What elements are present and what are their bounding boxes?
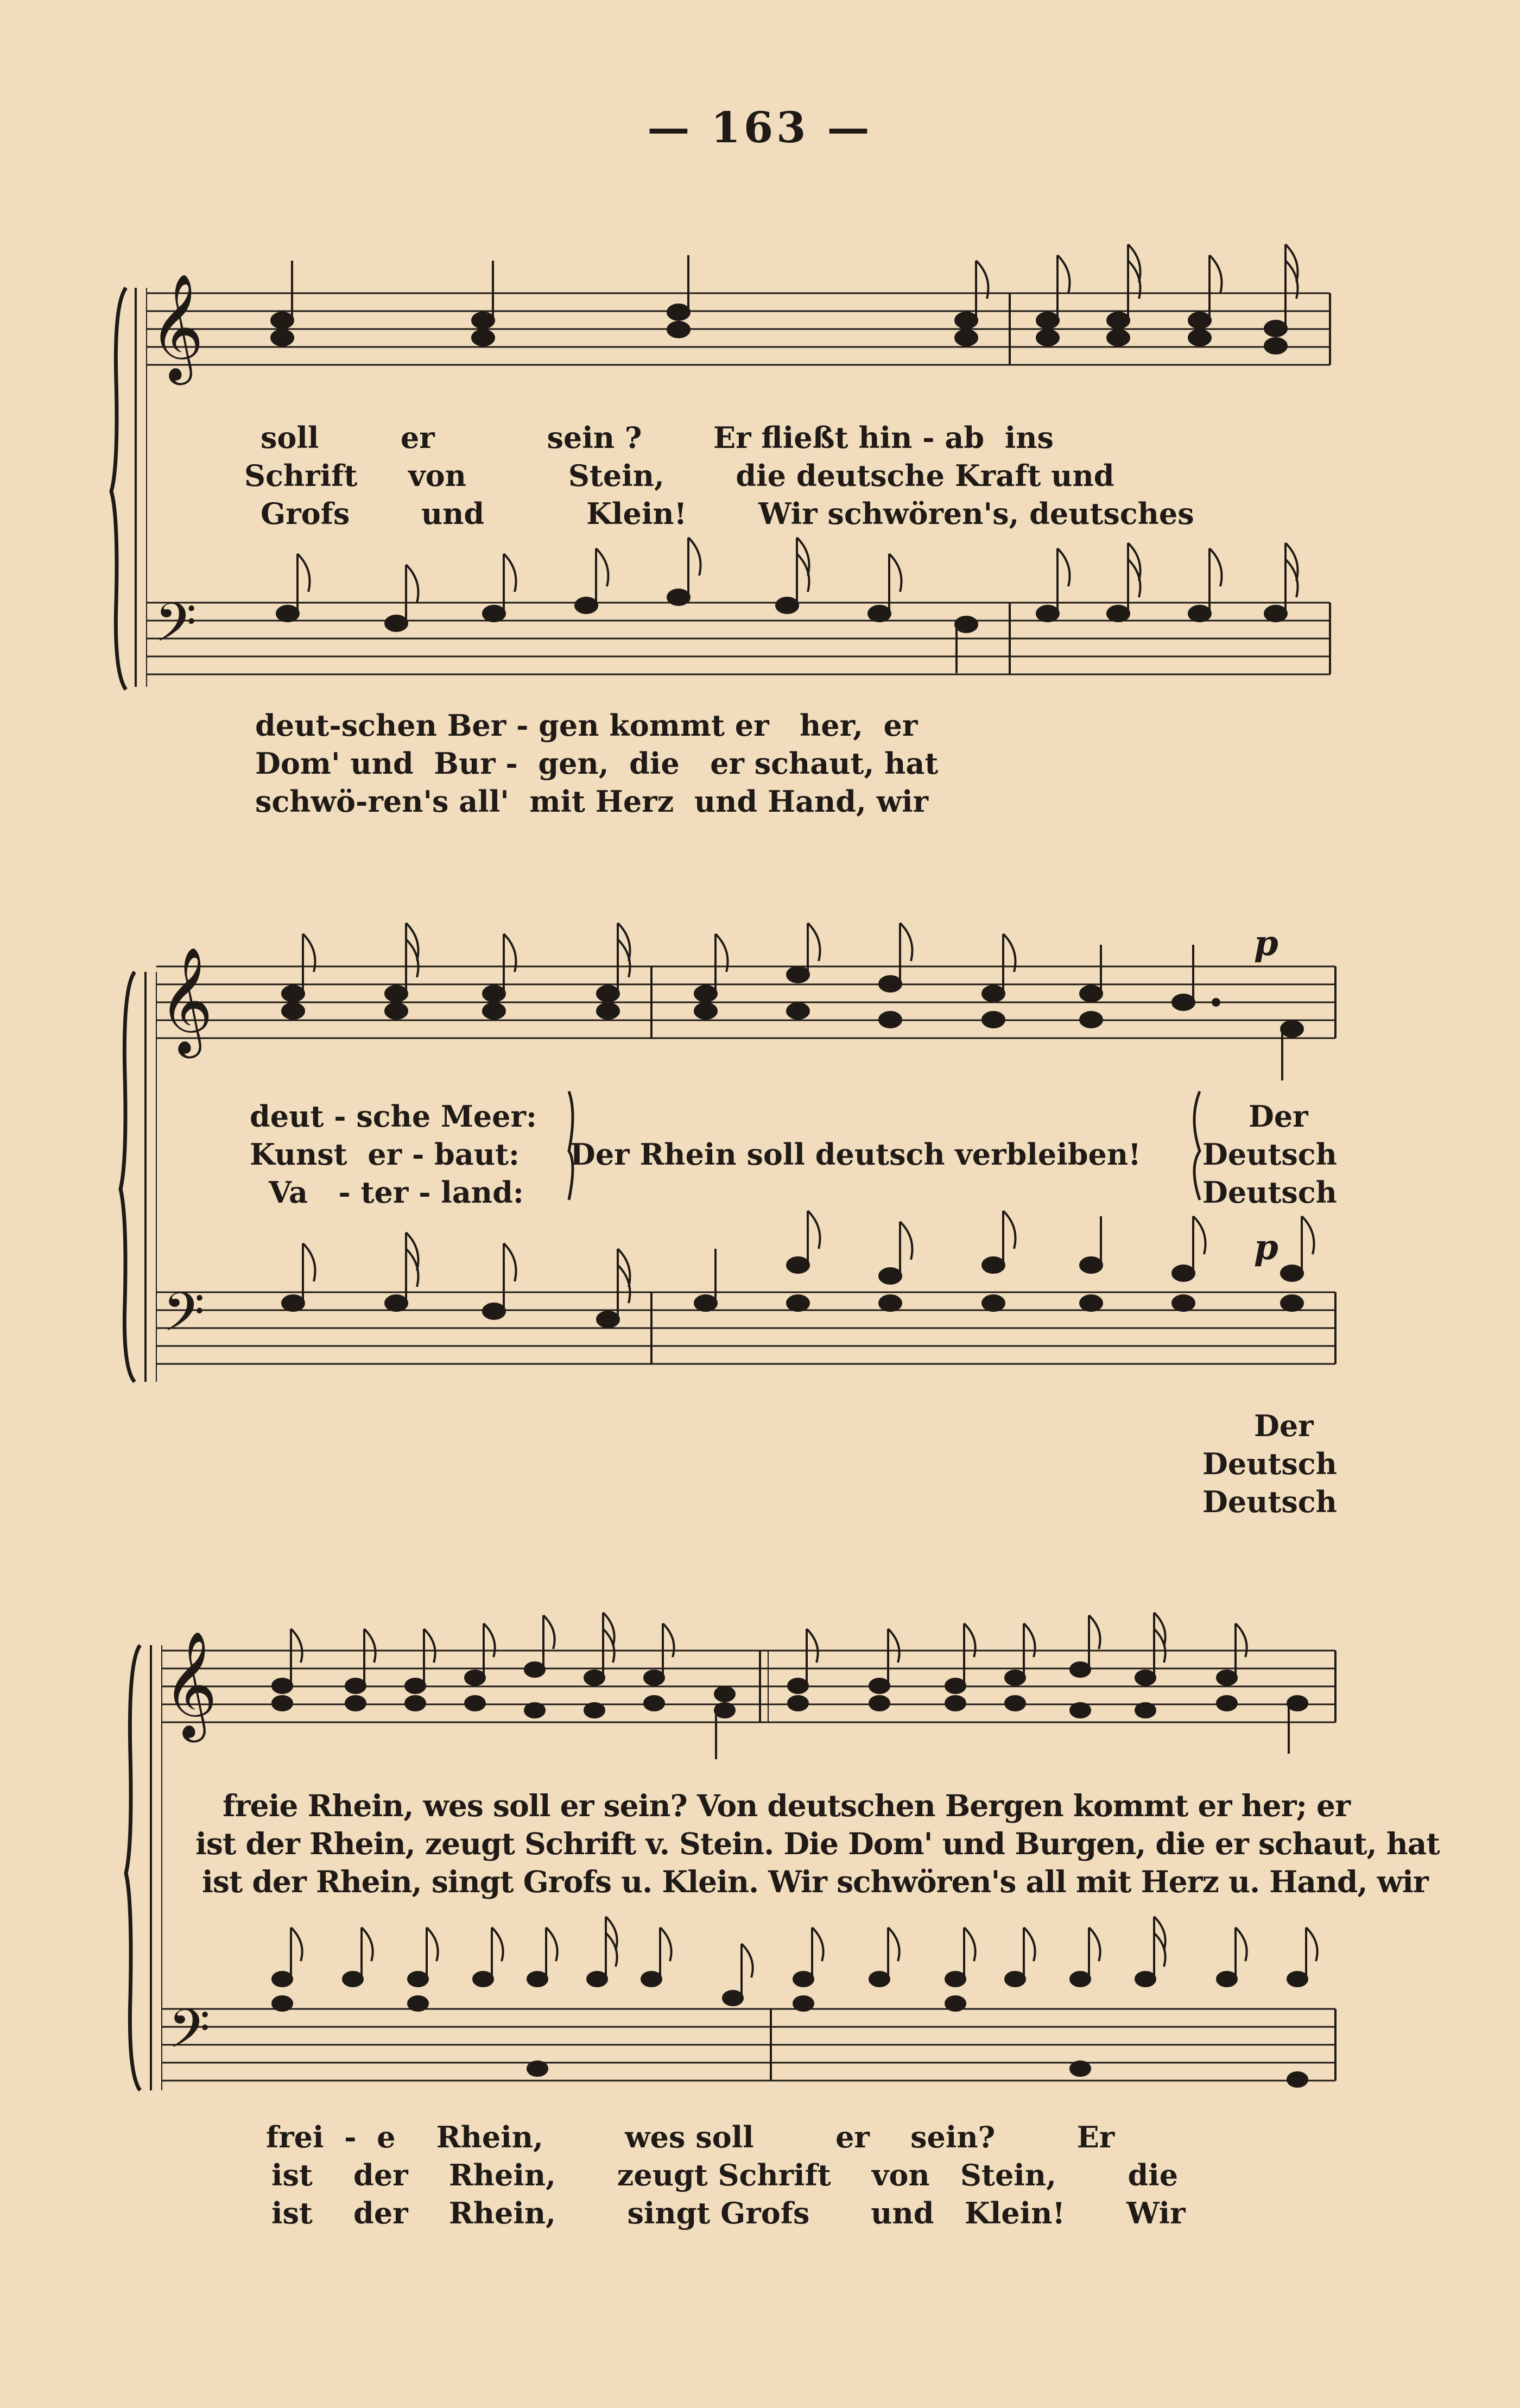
- system-3-lower-lyric-line-3: ist der Rhein, singt Grofs und Klein! Wir: [271, 2196, 1186, 2230]
- system-2-upper-lyric-line-1: deut - sche Meer:: [250, 1099, 537, 1134]
- system-2-lower-lyric-line-2: Deutsch: [1202, 1446, 1337, 1481]
- system-3-lower-lyric-line-2: ist der Rhein, zeugt Schrift von Stein, die: [271, 2158, 1179, 2192]
- svg-text:𝄢: 𝄢: [168, 1998, 211, 2074]
- system-3-lower-lyric-line-1: frei - e Rhein, wes soll er sein? Er: [266, 2120, 1115, 2154]
- page-number: — 163 —: [647, 103, 873, 153]
- svg-text:𝄢: 𝄢: [155, 592, 197, 667]
- system-2-after-refrain-line-1: Der: [1249, 1099, 1308, 1134]
- system-1-upper-lyric-line-2: Schrift von Stein, die deutsche Kraft und: [244, 458, 1114, 493]
- system-3-upper-lyric-line-2: ist der Rhein, zeugt Schrift v. Stein. Die Dom' und Burgen, die er schaut, hat: [195, 1826, 1440, 1861]
- svg-text:𝄢: 𝄢: [163, 1281, 205, 1357]
- system-3-upper-lyric-line-1: freie Rhein, wes soll er sein? Von deutschen Bergen kommt er her; er: [223, 1788, 1351, 1823]
- system-2-lower-lyric-line-3: Deutsch: [1202, 1484, 1337, 1519]
- dynamic-piano-bass: p: [1254, 1227, 1278, 1268]
- system-1-upper-lyric-line-3: Grofs und Klein! Wir schwören's, deutsches: [261, 496, 1194, 531]
- system-1-upper-lyric-line-1: soll er sein ? Er fließt hin - ab ins: [261, 420, 1054, 455]
- system-1-lower-lyric-line-3: schwö-ren's all' mit Herz und Hand, wir: [255, 784, 929, 819]
- system-2-after-refrain-line-2: Deutsch: [1202, 1137, 1337, 1172]
- system-2-upper-lyric-line-2: Kunst er - baut:: [250, 1137, 520, 1172]
- dynamic-piano-treble: p: [1254, 923, 1278, 964]
- svg-text:𝄞: 𝄞: [159, 946, 213, 1054]
- system-1-lower-lyric-line-2: Dom' und Bur - gen, die er schaut, hat: [255, 746, 939, 781]
- svg-text:𝄞: 𝄞: [163, 1630, 218, 1738]
- system-1-lower-lyric-line-1: deut-schen Ber - gen kommt er her, er: [255, 708, 918, 743]
- system-3-upper-lyric-line-3: ist der Rhein, singt Grofs u. Klein. Wir schwören's all mit Herz u. Hand, wir: [202, 1864, 1428, 1899]
- system-2-lower-lyric-line-1: Der: [1254, 1408, 1314, 1443]
- svg-text:𝄞: 𝄞: [149, 273, 204, 381]
- system-2-upper-lyric-line-3: Va - ter - land:: [269, 1175, 524, 1210]
- system-2-after-refrain-line-3: Deutsch: [1202, 1175, 1337, 1210]
- system-2-refrain: Der Rhein soll deutsch verbleiben!: [570, 1137, 1141, 1172]
